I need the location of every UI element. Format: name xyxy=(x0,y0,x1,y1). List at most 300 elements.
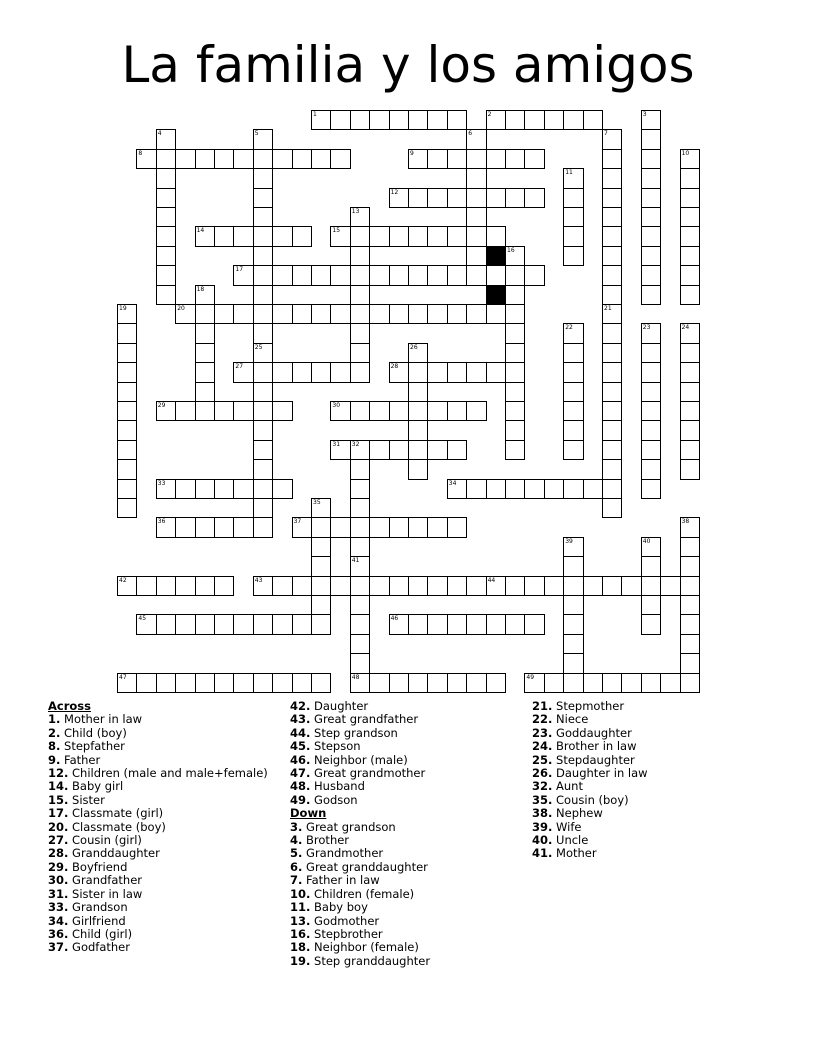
grid-cell[interactable] xyxy=(117,673,137,693)
grid-cell[interactable] xyxy=(466,614,486,634)
grid-cell[interactable] xyxy=(563,323,583,343)
grid-cell[interactable] xyxy=(233,401,253,421)
grid-cell[interactable] xyxy=(408,614,428,634)
grid-cell[interactable] xyxy=(117,304,137,324)
grid-cell[interactable] xyxy=(389,576,409,596)
grid-cell[interactable] xyxy=(602,207,622,227)
grid-cell[interactable] xyxy=(602,401,622,421)
grid-cell[interactable] xyxy=(214,149,234,169)
grid-cell[interactable] xyxy=(680,149,700,169)
grid-cell[interactable] xyxy=(156,265,176,285)
grid-cell[interactable] xyxy=(641,110,661,130)
grid-cell[interactable] xyxy=(350,459,370,479)
grid-cell[interactable] xyxy=(253,401,273,421)
grid-cell[interactable] xyxy=(641,149,661,169)
grid-cell[interactable] xyxy=(427,517,447,537)
grid-cell[interactable] xyxy=(272,362,292,382)
grid-cell[interactable] xyxy=(680,323,700,343)
grid-cell[interactable] xyxy=(369,265,389,285)
grid-cell[interactable] xyxy=(563,207,583,227)
grid-cell[interactable] xyxy=(195,614,215,634)
grid-cell[interactable] xyxy=(214,304,234,324)
grid-cell[interactable] xyxy=(214,673,234,693)
grid-cell[interactable] xyxy=(641,401,661,421)
grid-cell[interactable] xyxy=(621,576,641,596)
grid-cell[interactable] xyxy=(466,362,486,382)
grid-cell[interactable] xyxy=(311,556,331,576)
grid-cell[interactable] xyxy=(253,517,273,537)
grid-cell[interactable] xyxy=(466,149,486,169)
grid-cell[interactable] xyxy=(156,576,176,596)
grid-cell[interactable] xyxy=(330,517,350,537)
grid-cell[interactable] xyxy=(311,149,331,169)
grid-cell[interactable] xyxy=(330,362,350,382)
grid-cell[interactable] xyxy=(117,459,137,479)
grid-cell[interactable] xyxy=(117,420,137,440)
grid-cell[interactable] xyxy=(408,576,428,596)
grid-cell[interactable] xyxy=(621,673,641,693)
grid-cell[interactable] xyxy=(369,517,389,537)
grid-cell[interactable] xyxy=(408,362,428,382)
grid-cell[interactable] xyxy=(641,207,661,227)
grid-cell[interactable] xyxy=(408,420,428,440)
grid-cell[interactable] xyxy=(195,479,215,499)
grid-cell[interactable] xyxy=(272,265,292,285)
grid-cell[interactable] xyxy=(408,304,428,324)
grid-cell[interactable] xyxy=(447,110,467,130)
grid-cell[interactable] xyxy=(408,459,428,479)
grid-cell[interactable] xyxy=(680,634,700,654)
grid-cell[interactable] xyxy=(233,362,253,382)
grid-cell[interactable] xyxy=(156,226,176,246)
grid-cell[interactable] xyxy=(641,226,661,246)
grid-cell[interactable] xyxy=(311,595,331,615)
grid-cell[interactable] xyxy=(330,304,350,324)
grid-cell[interactable] xyxy=(641,168,661,188)
grid-cell[interactable] xyxy=(486,362,506,382)
grid-cell[interactable] xyxy=(175,401,195,421)
grid-cell[interactable] xyxy=(563,556,583,576)
grid-cell[interactable] xyxy=(602,479,622,499)
grid-cell[interactable] xyxy=(563,401,583,421)
grid-cell[interactable] xyxy=(292,576,312,596)
grid-cell[interactable] xyxy=(466,576,486,596)
grid-cell[interactable] xyxy=(350,226,370,246)
grid-cell[interactable] xyxy=(641,343,661,363)
grid-cell[interactable] xyxy=(680,576,700,596)
grid-cell[interactable] xyxy=(350,110,370,130)
grid-cell[interactable] xyxy=(641,556,661,576)
grid-cell[interactable] xyxy=(680,401,700,421)
grid-cell[interactable] xyxy=(253,576,273,596)
grid-cell[interactable] xyxy=(117,362,137,382)
grid-cell[interactable] xyxy=(311,362,331,382)
grid-cell[interactable] xyxy=(195,304,215,324)
grid-cell[interactable] xyxy=(602,498,622,518)
grid-cell[interactable] xyxy=(369,440,389,460)
grid-cell[interactable] xyxy=(505,576,525,596)
grid-cell[interactable] xyxy=(292,149,312,169)
grid-cell[interactable] xyxy=(602,129,622,149)
grid-cell[interactable] xyxy=(563,110,583,130)
grid-cell[interactable] xyxy=(272,226,292,246)
grid-cell[interactable] xyxy=(641,459,661,479)
grid-cell[interactable] xyxy=(195,149,215,169)
grid-cell[interactable] xyxy=(311,673,331,693)
grid-cell[interactable] xyxy=(505,110,525,130)
grid-cell[interactable] xyxy=(408,517,428,537)
grid-cell[interactable] xyxy=(136,673,156,693)
grid-cell[interactable] xyxy=(272,479,292,499)
grid-cell[interactable] xyxy=(233,149,253,169)
grid-cell[interactable] xyxy=(233,517,253,537)
grid-cell[interactable] xyxy=(330,149,350,169)
grid-cell[interactable] xyxy=(427,265,447,285)
grid-cell[interactable] xyxy=(563,226,583,246)
grid-cell[interactable] xyxy=(641,382,661,402)
grid-cell[interactable] xyxy=(253,149,273,169)
grid-cell[interactable] xyxy=(602,226,622,246)
grid-cell[interactable] xyxy=(369,401,389,421)
grid-cell[interactable] xyxy=(680,459,700,479)
grid-cell[interactable] xyxy=(680,265,700,285)
grid-cell[interactable] xyxy=(524,110,544,130)
grid-cell[interactable] xyxy=(253,440,273,460)
grid-cell[interactable] xyxy=(311,304,331,324)
grid-cell[interactable] xyxy=(350,556,370,576)
grid-cell[interactable] xyxy=(156,401,176,421)
grid-cell[interactable] xyxy=(641,614,661,634)
grid-cell[interactable] xyxy=(427,362,447,382)
grid-cell[interactable] xyxy=(369,576,389,596)
grid-cell[interactable] xyxy=(447,304,467,324)
grid-cell[interactable] xyxy=(602,285,622,305)
grid-cell[interactable] xyxy=(389,362,409,382)
grid-cell[interactable] xyxy=(253,382,273,402)
grid-cell[interactable] xyxy=(427,110,447,130)
grid-cell[interactable] xyxy=(389,188,409,208)
grid-cell[interactable] xyxy=(311,265,331,285)
grid-cell[interactable] xyxy=(680,285,700,305)
grid-cell[interactable] xyxy=(156,129,176,149)
grid-cell[interactable] xyxy=(389,517,409,537)
grid-cell[interactable] xyxy=(389,401,409,421)
grid-cell[interactable] xyxy=(447,479,467,499)
grid-cell[interactable] xyxy=(253,323,273,343)
grid-cell[interactable] xyxy=(330,265,350,285)
grid-cell[interactable] xyxy=(466,479,486,499)
grid-cell[interactable] xyxy=(272,576,292,596)
grid-cell[interactable] xyxy=(466,265,486,285)
grid-cell[interactable] xyxy=(641,440,661,460)
grid-cell[interactable] xyxy=(330,226,350,246)
grid-cell[interactable] xyxy=(195,673,215,693)
grid-cell[interactable] xyxy=(583,576,603,596)
grid-cell[interactable] xyxy=(447,576,467,596)
grid-cell[interactable] xyxy=(505,265,525,285)
grid-cell[interactable] xyxy=(195,323,215,343)
grid-cell[interactable] xyxy=(253,304,273,324)
grid-cell[interactable] xyxy=(680,188,700,208)
grid-cell[interactable] xyxy=(350,246,370,266)
grid-cell[interactable] xyxy=(641,479,661,499)
grid-cell[interactable] xyxy=(563,343,583,363)
grid-cell[interactable] xyxy=(641,265,661,285)
grid-cell[interactable] xyxy=(563,440,583,460)
grid-cell[interactable] xyxy=(272,401,292,421)
grid-cell[interactable] xyxy=(680,382,700,402)
grid-cell[interactable] xyxy=(292,265,312,285)
grid-cell[interactable] xyxy=(156,517,176,537)
grid-cell[interactable] xyxy=(602,246,622,266)
grid-cell[interactable] xyxy=(195,401,215,421)
grid-cell[interactable] xyxy=(641,323,661,343)
grid-cell[interactable] xyxy=(350,285,370,305)
grid-cell[interactable] xyxy=(602,343,622,363)
grid-cell[interactable] xyxy=(214,517,234,537)
grid-cell[interactable] xyxy=(330,576,350,596)
grid-cell[interactable] xyxy=(330,110,350,130)
grid-cell[interactable] xyxy=(427,149,447,169)
grid-cell[interactable] xyxy=(680,440,700,460)
grid-cell[interactable] xyxy=(447,440,467,460)
grid-cell[interactable] xyxy=(641,673,661,693)
grid-cell[interactable] xyxy=(195,517,215,537)
grid-cell[interactable] xyxy=(311,517,331,537)
grid-cell[interactable] xyxy=(447,614,467,634)
grid-cell[interactable] xyxy=(350,304,370,324)
grid-cell[interactable] xyxy=(156,168,176,188)
grid-cell[interactable] xyxy=(563,576,583,596)
grid-cell[interactable] xyxy=(350,343,370,363)
grid-cell[interactable] xyxy=(156,149,176,169)
grid-cell[interactable] xyxy=(447,673,467,693)
grid-cell[interactable] xyxy=(117,479,137,499)
grid-cell[interactable] xyxy=(641,188,661,208)
grid-cell[interactable] xyxy=(641,362,661,382)
grid-cell[interactable] xyxy=(311,110,331,130)
grid-cell[interactable] xyxy=(486,576,506,596)
grid-cell[interactable] xyxy=(680,207,700,227)
grid-cell[interactable] xyxy=(563,614,583,634)
grid-cell[interactable] xyxy=(486,614,506,634)
grid-cell[interactable] xyxy=(350,207,370,227)
grid-cell[interactable] xyxy=(505,304,525,324)
grid-cell[interactable] xyxy=(427,576,447,596)
grid-cell[interactable] xyxy=(680,168,700,188)
grid-cell[interactable] xyxy=(350,323,370,343)
grid-cell[interactable] xyxy=(117,440,137,460)
grid-cell[interactable] xyxy=(602,673,622,693)
grid-cell[interactable] xyxy=(505,323,525,343)
grid-cell[interactable] xyxy=(466,401,486,421)
grid-cell[interactable] xyxy=(563,479,583,499)
grid-cell[interactable] xyxy=(563,168,583,188)
grid-cell[interactable] xyxy=(330,401,350,421)
grid-cell[interactable] xyxy=(389,226,409,246)
grid-cell[interactable] xyxy=(544,673,564,693)
grid-cell[interactable] xyxy=(195,343,215,363)
grid-cell[interactable] xyxy=(486,226,506,246)
grid-cell[interactable] xyxy=(427,304,447,324)
grid-cell[interactable] xyxy=(466,129,486,149)
grid-cell[interactable] xyxy=(175,304,195,324)
grid-cell[interactable] xyxy=(602,265,622,285)
grid-cell[interactable] xyxy=(486,479,506,499)
grid-cell[interactable] xyxy=(389,673,409,693)
grid-cell[interactable] xyxy=(680,246,700,266)
grid-cell[interactable] xyxy=(195,362,215,382)
grid-cell[interactable] xyxy=(486,673,506,693)
grid-cell[interactable] xyxy=(292,673,312,693)
grid-cell[interactable] xyxy=(505,382,525,402)
grid-cell[interactable] xyxy=(175,517,195,537)
grid-cell[interactable] xyxy=(524,265,544,285)
grid-cell[interactable] xyxy=(602,362,622,382)
grid-cell[interactable] xyxy=(253,265,273,285)
grid-cell[interactable] xyxy=(563,595,583,615)
grid-cell[interactable] xyxy=(486,188,506,208)
grid-cell[interactable] xyxy=(117,382,137,402)
grid-cell[interactable] xyxy=(524,188,544,208)
grid-cell[interactable] xyxy=(563,382,583,402)
grid-cell[interactable] xyxy=(602,188,622,208)
grid-cell[interactable] xyxy=(369,673,389,693)
grid-cell[interactable] xyxy=(214,226,234,246)
grid-cell[interactable] xyxy=(389,304,409,324)
grid-cell[interactable] xyxy=(427,188,447,208)
grid-cell[interactable] xyxy=(447,188,467,208)
grid-cell[interactable] xyxy=(680,673,700,693)
grid-cell[interactable] xyxy=(369,110,389,130)
grid-cell[interactable] xyxy=(486,304,506,324)
grid-cell[interactable] xyxy=(253,207,273,227)
grid-cell[interactable] xyxy=(195,226,215,246)
grid-cell[interactable] xyxy=(233,304,253,324)
grid-cell[interactable] xyxy=(175,149,195,169)
grid-cell[interactable] xyxy=(253,226,273,246)
grid-cell[interactable] xyxy=(660,576,680,596)
grid-cell[interactable] xyxy=(311,576,331,596)
grid-cell[interactable] xyxy=(117,323,137,343)
grid-cell[interactable] xyxy=(175,479,195,499)
grid-cell[interactable] xyxy=(350,401,370,421)
grid-cell[interactable] xyxy=(641,246,661,266)
grid-cell[interactable] xyxy=(156,246,176,266)
grid-cell[interactable] xyxy=(427,440,447,460)
grid-cell[interactable] xyxy=(350,362,370,382)
grid-cell[interactable] xyxy=(680,614,700,634)
grid-cell[interactable] xyxy=(447,226,467,246)
grid-cell[interactable] xyxy=(175,614,195,634)
grid-cell[interactable] xyxy=(505,614,525,634)
grid-cell[interactable] xyxy=(544,479,564,499)
grid-cell[interactable] xyxy=(680,653,700,673)
grid-cell[interactable] xyxy=(427,673,447,693)
grid-cell[interactable] xyxy=(389,110,409,130)
grid-cell[interactable] xyxy=(272,614,292,634)
grid-cell[interactable] xyxy=(117,343,137,363)
grid-cell[interactable] xyxy=(680,226,700,246)
grid-cell[interactable] xyxy=(505,440,525,460)
grid-cell[interactable] xyxy=(641,285,661,305)
grid-cell[interactable] xyxy=(408,265,428,285)
grid-cell[interactable] xyxy=(253,614,273,634)
grid-cell[interactable] xyxy=(563,634,583,654)
grid-cell[interactable] xyxy=(680,362,700,382)
grid-cell[interactable] xyxy=(505,285,525,305)
grid-cell[interactable] xyxy=(253,362,273,382)
grid-cell[interactable] xyxy=(253,479,273,499)
grid-cell[interactable] xyxy=(602,382,622,402)
grid-cell[interactable] xyxy=(253,285,273,305)
grid-cell[interactable] xyxy=(156,673,176,693)
grid-cell[interactable] xyxy=(408,188,428,208)
grid-cell[interactable] xyxy=(214,401,234,421)
grid-cell[interactable] xyxy=(583,673,603,693)
grid-cell[interactable] xyxy=(602,459,622,479)
grid-cell[interactable] xyxy=(524,479,544,499)
grid-cell[interactable] xyxy=(408,110,428,130)
grid-cell[interactable] xyxy=(602,420,622,440)
grid-cell[interactable] xyxy=(136,576,156,596)
grid-cell[interactable] xyxy=(233,226,253,246)
grid-cell[interactable] xyxy=(350,634,370,654)
grid-cell[interactable] xyxy=(660,673,680,693)
grid-cell[interactable] xyxy=(330,440,350,460)
grid-cell[interactable] xyxy=(505,401,525,421)
grid-cell[interactable] xyxy=(292,362,312,382)
grid-cell[interactable] xyxy=(524,614,544,634)
grid-cell[interactable] xyxy=(350,673,370,693)
grid-cell[interactable] xyxy=(350,576,370,596)
grid-cell[interactable] xyxy=(156,479,176,499)
grid-cell[interactable] xyxy=(350,265,370,285)
grid-cell[interactable] xyxy=(602,168,622,188)
grid-cell[interactable] xyxy=(233,614,253,634)
grid-cell[interactable] xyxy=(214,576,234,596)
grid-cell[interactable] xyxy=(466,168,486,188)
grid-cell[interactable] xyxy=(350,595,370,615)
grid-cell[interactable] xyxy=(136,614,156,634)
grid-cell[interactable] xyxy=(350,614,370,634)
grid-cell[interactable] xyxy=(486,110,506,130)
grid-cell[interactable] xyxy=(214,614,234,634)
grid-cell[interactable] xyxy=(389,440,409,460)
grid-cell[interactable] xyxy=(408,226,428,246)
grid-cell[interactable] xyxy=(292,226,312,246)
grid-cell[interactable] xyxy=(602,149,622,169)
grid-cell[interactable] xyxy=(195,576,215,596)
grid-cell[interactable] xyxy=(427,614,447,634)
grid-cell[interactable] xyxy=(233,479,253,499)
grid-cell[interactable] xyxy=(408,382,428,402)
grid-cell[interactable] xyxy=(117,401,137,421)
grid-cell[interactable] xyxy=(253,129,273,149)
grid-cell[interactable] xyxy=(350,537,370,557)
grid-cell[interactable] xyxy=(408,401,428,421)
grid-cell[interactable] xyxy=(486,265,506,285)
grid-cell[interactable] xyxy=(602,576,622,596)
grid-cell[interactable] xyxy=(563,362,583,382)
grid-cell[interactable] xyxy=(408,149,428,169)
grid-cell[interactable] xyxy=(447,362,467,382)
grid-cell[interactable] xyxy=(311,614,331,634)
grid-cell[interactable] xyxy=(427,226,447,246)
grid-cell[interactable] xyxy=(563,653,583,673)
grid-cell[interactable] xyxy=(583,110,603,130)
grid-cell[interactable] xyxy=(195,285,215,305)
